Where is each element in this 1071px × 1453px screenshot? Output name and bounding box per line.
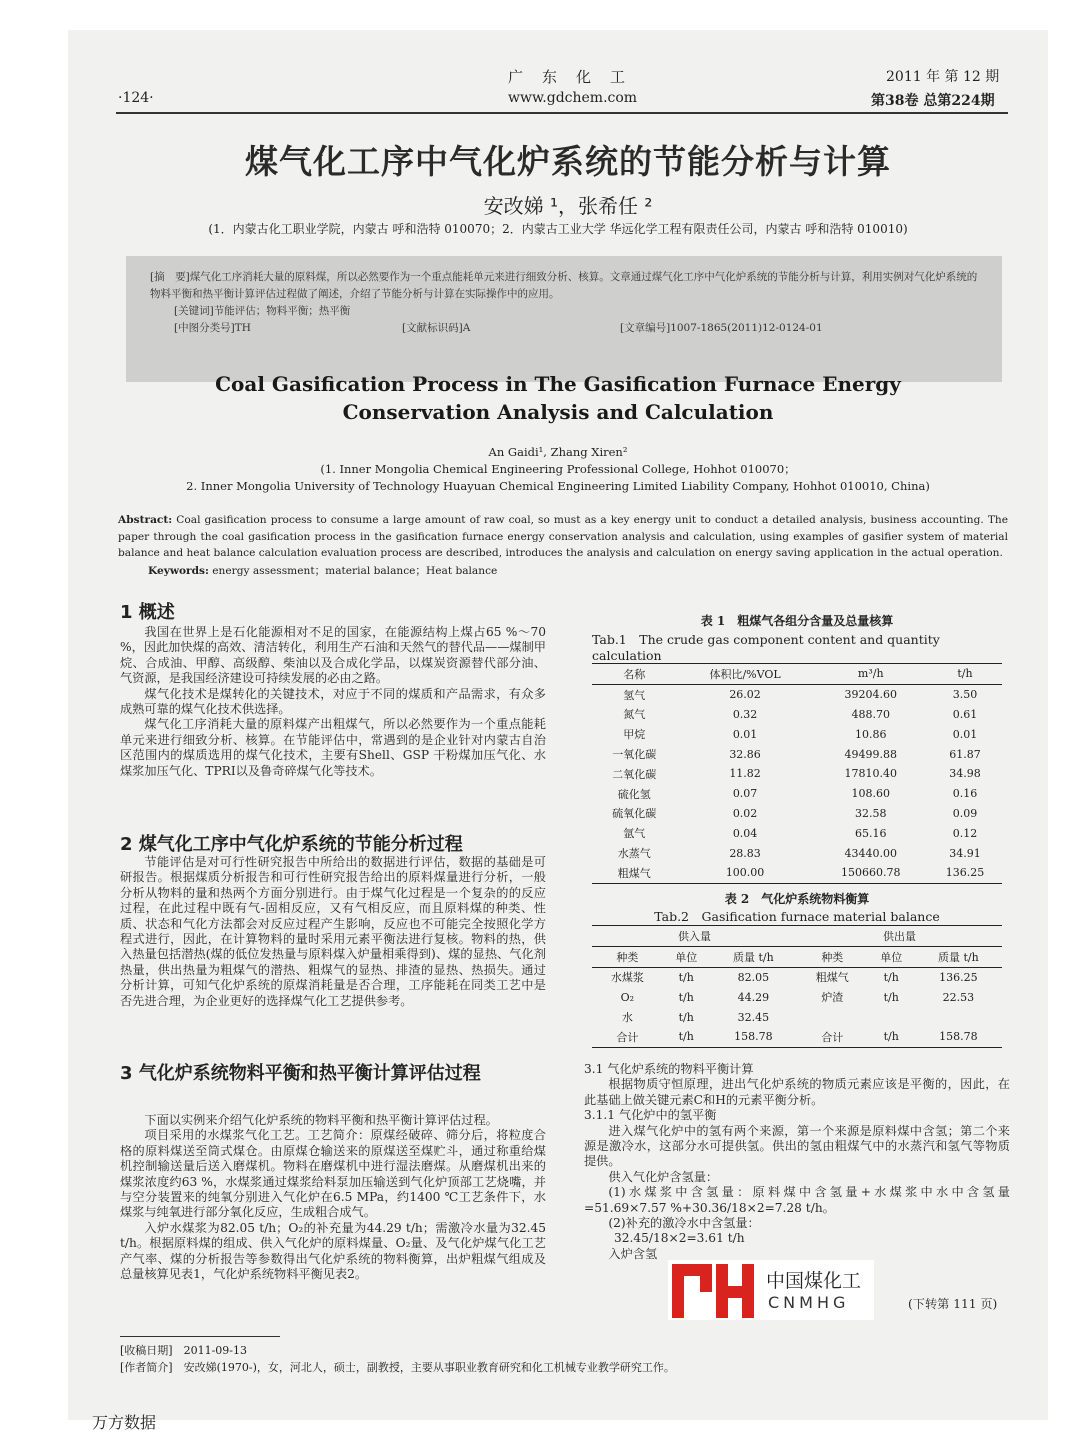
table-header-row xyxy=(592,946,1002,967)
paragraph: 入炉含氢 xyxy=(608,1246,658,1261)
table-cell: 3.50 xyxy=(952,688,978,702)
table-2-caption-en: Tab.2 Gasification furnace material balance xyxy=(654,909,940,924)
title-chinese: 煤气化工序中气化炉系统的节能分析与计算 xyxy=(245,142,891,181)
paragraph: 项目采用的水煤浆气化工艺。工艺简介：原煤经破碎、筛分后，将粒度合格的原料煤送至筒式煤仓。由原煤仓输送来的原煤送至煤贮斗，通过称重给煤机控制输送量后送入磨煤机。物料在磨煤机中进行湿法磨煤。从磨煤机出来的煤浆浓度约63 %，水煤浆通过煤浆给料泵加压输送到气化炉顶部工艺烧嘴，并与空分装置来的纯氧分别进入气化炉在6.5 MPa，约1400 ℃工艺条件下，水煤浆与纯氧进行部分氧化反应，生成粗合成气。 xyxy=(120,1128,546,1220)
table-row xyxy=(592,705,1002,725)
table-header-cell: 名称 xyxy=(623,667,646,681)
cnmhg-logo-mark xyxy=(668,1260,758,1320)
abstract-chinese: [摘 要]煤气化工序消耗大量的原料煤，所以必然要作为一个重点能耗单元来进行细致分析、核算。文章通过煤气化工序中气化炉系统的节能分析与计算，利用实例对气化炉系统的物料平衡和热平衡计算评估过程做了阐述，介绍了节能分析与计算在实际操作中的应用。 xyxy=(150,271,978,300)
table-cell: 32.86 xyxy=(729,747,761,761)
table-cell: 22.53 xyxy=(942,990,975,1004)
continued-note: (下转第 111 页) xyxy=(908,1297,998,1311)
table-cell: t/h xyxy=(678,990,694,1004)
table-row xyxy=(592,784,1002,804)
table-cell: 水蒸气 xyxy=(617,847,651,861)
paragraph: 入炉水煤浆为82.05 t/h；O₂的补充量为44.29 t/h；需激冷水量为32.45 t/h。根据原料煤的组成、供入气化炉的原料煤量、O₂量、及气化炉煤气化工艺产气率、煤的分析报告等参数得出气化炉系统的物料衡算，出炉粗煤气组成及总量核算见表1，气化炉系统物料平衡见表2。 xyxy=(120,1220,546,1282)
table-header-cell: 种类 xyxy=(616,950,639,964)
table-cell: 108.60 xyxy=(851,787,890,801)
paragraph: 下面以实例来介绍气化炉系统的物料平衡和热平衡计算评估过程。 xyxy=(144,1113,498,1127)
table-cell: 0.02 xyxy=(732,806,758,820)
table-1-grid xyxy=(592,664,1002,883)
table-1-caption-cn: 表 1 粗煤气各组分含量及总量核算 xyxy=(700,614,894,628)
table-cell: 136.25 xyxy=(945,866,985,880)
table-header-row xyxy=(592,664,1002,684)
table-cell: 44.29 xyxy=(737,990,770,1004)
table-header-cell: 质量 t/h xyxy=(733,950,774,964)
header-volume: 第38卷 总第224期 xyxy=(871,93,995,109)
watermark: 万方数据 xyxy=(92,1413,157,1432)
section-3-1 xyxy=(584,1062,1010,1262)
table-row xyxy=(592,684,1002,704)
table-group-out: 供出量 xyxy=(797,926,1002,946)
authors-english: An Gaidi¹, Zhang Xiren² xyxy=(488,445,628,459)
table-cell: 硫化氢 xyxy=(617,787,651,801)
affiliation-chinese: (1．内蒙古化工职业学院，内蒙古 呼和浩特 010070；2．内蒙古工业大学 华远化学工程有限责任公司，内蒙古 呼和浩特 010010) xyxy=(208,222,908,236)
table-cell: t/h xyxy=(883,970,899,984)
table-header-cell: t/h xyxy=(957,667,973,681)
table-cell: 0.61 xyxy=(952,707,978,721)
table-cell: 0.09 xyxy=(952,806,978,820)
table-cell: 26.02 xyxy=(729,688,761,702)
table-cell: 0.16 xyxy=(952,787,978,801)
table-cell: 粗煤气 xyxy=(815,971,849,985)
table-cell: 100.00 xyxy=(725,866,765,880)
table-group-row xyxy=(592,926,1002,946)
section-1-heading: 1 概述 xyxy=(120,602,175,623)
paragraph: 我国在世界上是石化能源相对不足的国家，在能源结构上煤占65 %～70 %，因此加快煤的高效、清洁转化，利用生产石油和天然气的替代品——煤制甲烷、合成油、甲醇、高级醇、柴油以及合成化学品，以煤炭资源替代部分油、气资源，是我国经济建设可持续发展的必由之路。 xyxy=(120,625,546,686)
table-group-in: 供入量 xyxy=(592,926,797,946)
table-cell: t/h xyxy=(678,970,694,984)
table-cell: 11.82 xyxy=(729,767,761,781)
table-cell: 水 xyxy=(621,1011,633,1025)
table-cell: 34.98 xyxy=(949,767,981,781)
table-cell: 32.58 xyxy=(854,806,887,820)
table-1-caption-en: Tab.1 The crude gas component content and quantity calculation xyxy=(592,632,940,663)
table-cell: 39204.60 xyxy=(844,688,897,702)
formula-line: 32.45/18×2=3.61 t/h xyxy=(614,1231,745,1246)
table-header-cell: 体积比/%VOL xyxy=(709,667,781,681)
table-2 xyxy=(592,890,1002,1048)
paragraph: (1)水煤浆中含氢量：原料煤中含氢量+水煤浆中水中含氢量=51.69×7.57 %+30.36/18×2=7.28 t/h。 xyxy=(584,1185,1010,1215)
clc-number: [中图分类号]TH xyxy=(174,322,251,334)
table-cell: 136.25 xyxy=(939,970,978,984)
table-cell: 氮气 xyxy=(623,708,646,722)
header-page-number: ·124· xyxy=(118,90,154,106)
table-cell: 0.07 xyxy=(732,787,758,801)
paragraph: (2)补充的激冷水中含氢量： xyxy=(608,1216,760,1231)
table-2-caption-cn: 表 2 气化炉系统物料衡算 xyxy=(724,892,870,906)
table-cell: O₂ xyxy=(620,990,635,1004)
abstract-box-chinese xyxy=(126,256,1002,382)
footnote-author: [作者简介] 安改娣(1970-)，女，河北人，硕士，副教授，主要从事职业教育研究和化工机械专业教学研究工作。 xyxy=(120,1361,675,1374)
table-row xyxy=(592,863,1002,883)
table-cell: 158.78 xyxy=(939,1030,978,1044)
keywords-english-text: energy assessment；material balance；Heat balance xyxy=(208,565,498,577)
table-cell: 0.01 xyxy=(732,727,758,741)
affiliation-english-1: (1. Inner Mongolia Chemical Engineering Professional College, Hohhot 010070； xyxy=(320,462,796,476)
table-header-cell: 单位 xyxy=(675,950,698,964)
table-cell: 硫氧化碳 xyxy=(612,807,657,821)
table-row xyxy=(592,843,1002,863)
table-cell: 0.04 xyxy=(732,826,758,840)
table-row xyxy=(592,823,1002,843)
section-3-body xyxy=(120,1113,546,1282)
table-cell xyxy=(797,1007,868,1027)
document-code: [文献标识码]A xyxy=(402,322,471,334)
logo-text-en: CNMHG xyxy=(768,1293,850,1312)
keywords-english-label: Keywords: xyxy=(148,565,209,577)
table-2-grid xyxy=(592,926,1002,1047)
table-cell: 氢气 xyxy=(623,688,646,702)
table-cell: t/h xyxy=(678,1030,694,1044)
table-cell: 28.83 xyxy=(729,846,761,860)
table-cell: 粗煤气 xyxy=(617,866,651,880)
table-cell: 158.78 xyxy=(734,1030,773,1044)
table-row xyxy=(592,1027,1002,1047)
table-cell: 合计 xyxy=(616,1030,639,1044)
table-row xyxy=(592,987,1002,1007)
table-row xyxy=(592,744,1002,764)
header-date: 2011 年 第 12 期 xyxy=(886,69,1000,85)
table-cell: 488.70 xyxy=(851,707,890,721)
table-row xyxy=(592,724,1002,744)
table-cell: 二氧化碳 xyxy=(612,767,657,781)
table-row xyxy=(592,764,1002,784)
table-header-cell: 单位 xyxy=(880,950,903,964)
table-cell: 水煤浆 xyxy=(610,971,644,985)
abstract-english-label: Abstract: xyxy=(118,514,173,526)
table-row xyxy=(592,1007,1002,1027)
table-1 xyxy=(592,612,1002,884)
paragraph: 进入煤气化炉中的氢有两个来源，第一个来源是原料煤中含氢；第二个来源是激冷水，这部分水可提供氢。供出的氢由粗煤气中的水蒸汽和氢气等物质提供。 xyxy=(584,1123,1010,1169)
paragraph: 供入气化炉含氢量： xyxy=(608,1169,719,1184)
authors-chinese: 安改娣 ¹，张希任 ² xyxy=(483,194,653,218)
table-cell: 61.87 xyxy=(949,747,981,761)
table-cell: t/h xyxy=(678,1010,694,1024)
table-row xyxy=(592,804,1002,824)
header-rule xyxy=(116,112,1008,114)
table-cell: 150660.78 xyxy=(840,866,901,880)
footnote-rule xyxy=(120,1336,280,1337)
table-cell: 10.86 xyxy=(854,727,887,741)
abstract-english xyxy=(118,512,1008,562)
table-cell: 合计 xyxy=(821,1030,844,1044)
table-cell: 65.16 xyxy=(854,826,887,840)
keywords-chinese: [关键词]节能评估；物料平衡；热平衡 xyxy=(174,305,351,317)
table-cell: 34.91 xyxy=(949,846,981,860)
abstract-english-text: Coal gasification process to consume a large amount of raw coal, so must as a key energy unit to conduct a detailed analysis, business accounting. The paper through the coal gasification process in the gasification furnace energy conservation analysis and calculation, using examples of gasifier system of material balance and heat balance calculation evaluation process are described, introduces the analysis and calculation on energy saving application in the actual operation. xyxy=(118,514,1008,559)
header-website: www.gdchem.com xyxy=(508,90,638,106)
paragraph: 煤气化技术是煤转化的关键技术，对应于不同的煤质和产品需求，有众多成熟可靠的煤气化技术供选择。 xyxy=(120,686,546,717)
table-cell: 0.12 xyxy=(952,826,978,840)
table-cell: 82.05 xyxy=(737,970,770,984)
table-header-cell: 种类 xyxy=(821,950,844,964)
table-cell xyxy=(915,1007,1002,1027)
table-header-cell: 质量 t/h xyxy=(938,950,979,964)
table-cell xyxy=(868,1007,915,1027)
table-cell: 49499.88 xyxy=(844,747,897,761)
table-row xyxy=(592,967,1002,987)
section-1-body xyxy=(120,625,546,779)
table-cell: 43440.00 xyxy=(844,846,897,860)
section-2-heading: 2 煤气化工序中气化炉系统的节能分析过程 xyxy=(120,834,463,855)
table-cell: 氩气 xyxy=(623,827,646,841)
paragraph: 根据物质守恒原理，进出气化炉系统的物质元素应该是平衡的，因此，在此基础上做关键元素C和H的元素平衡分析。 xyxy=(584,1077,1010,1107)
page-sheet xyxy=(68,30,1048,1420)
table-cell: 0.01 xyxy=(952,727,978,741)
section-3-heading: 3 气化炉系统物料平衡和热平衡计算评估过程 xyxy=(120,1063,481,1084)
title-english-line-2: Conservation Analysis and Calculation xyxy=(342,400,774,424)
cnmhg-logo xyxy=(668,1260,874,1320)
header-journal: 广 东 化 工 xyxy=(508,68,628,86)
table-cell: 炉渣 xyxy=(821,991,844,1005)
paragraph: 煤气化工序消耗大量的原料煤产出粗煤气，所以必然要作为一个重点能耗单元来进行细致分析、核算。在节能评估中，常遇到的是企业针对内蒙古自治区范围内的煤质选用的煤气化技术，主要有Shell、GSP 干粉煤加压气化、水煤浆加压气化、TPRI以及鲁奇碎煤气化等技术。 xyxy=(120,717,546,778)
article-number: [文章编号]1007-1865(2011)12-0124-01 xyxy=(620,322,823,334)
footnote-received: [收稿日期] 2011-09-13 xyxy=(120,1344,248,1357)
table-cell: t/h xyxy=(883,990,899,1004)
title-english-line-1: Coal Gasification Process in The Gasification Furnace Energy xyxy=(215,372,901,396)
table-cell: t/h xyxy=(883,1030,899,1044)
section-3-1-heading: 3.1 气化炉系统的物料平衡计算 xyxy=(584,1062,754,1076)
paragraph: 节能评估是对可行性研究报告中所给出的数据进行评估，数据的基础是可研报告。根据煤质分析报告和可行性研究报告给出的原料煤量进行分析，一般分析从物料的量和热两个方面分别进行。由于煤气化过程是一个复杂的的反应过程，在此过程中既有气-固相反应，又有气相反应，而且原料煤的种类、性质、状态和气化方法都会对反应过程产生影响，反应也不可能完全按照化学方程式进行，因此，在计算物料的量时采用元素平衡法进行复核。物料的热，供入热量包括潜热(煤的低位发热量与原料煤入炉量相乘得到)、煤的显热、气化剂热量，供出热量为粗煤气的潜热、粗煤气的显热、排渣的显热、热损失。通过分析计算，可知气化炉系统的原煤消耗量是否合理，工序能耗在同类工艺中是否先进合理，为企业更好的选择煤气化工艺提供参考。 xyxy=(120,855,546,1008)
table-cell: 0.32 xyxy=(732,707,758,721)
section-2-body xyxy=(120,855,546,1009)
table-cell: 甲烷 xyxy=(623,728,646,742)
affiliation-english-2: 2. Inner Mongolia University of Technology Huayuan Chemical Engineering Limited Liability Company, Hohhot 010010, China) xyxy=(186,479,930,493)
table-cell: 一氧化碳 xyxy=(612,748,657,762)
table-cell: 32.45 xyxy=(737,1010,770,1024)
section-3-1-1-heading: 3.1.1 气化炉中的氢平衡 xyxy=(584,1108,717,1123)
logo-text-cn: 中国煤化工 xyxy=(766,1270,862,1292)
table-cell: 17810.40 xyxy=(844,767,897,781)
table-header-cell: m³/h xyxy=(857,667,884,681)
keywords-english xyxy=(148,563,497,578)
